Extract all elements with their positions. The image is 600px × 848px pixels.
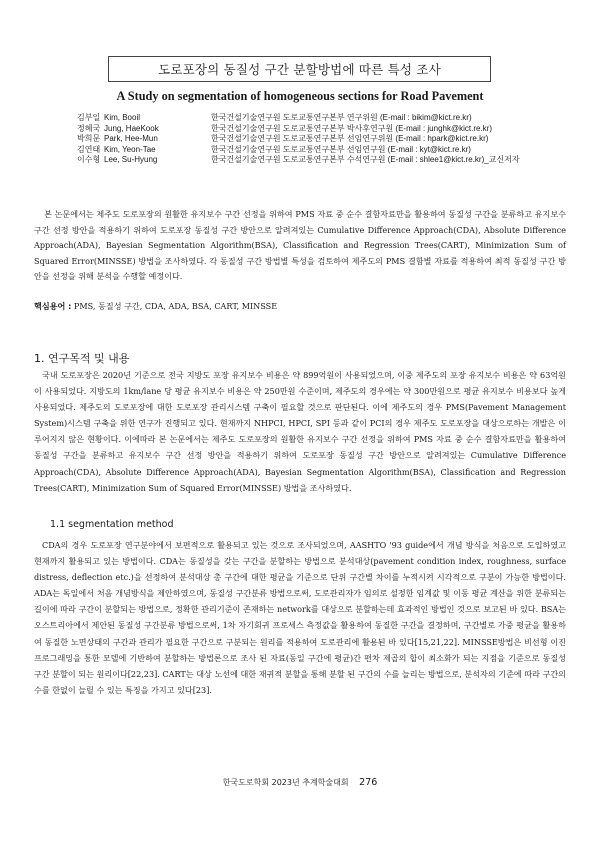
keywords-text: PMS, 동질성 구간, CDA, ADA, BSA, CART, MINSSE (73, 301, 278, 311)
author-name-english: Kim, Yeon-Tae (104, 144, 156, 154)
author-name-english: Kim, Booil (104, 113, 141, 122)
conference-name: 한국도로학회 2023년 추계학술대회 (222, 778, 349, 787)
author-affiliation: 한국건설기술연구원 도로교통연구본부 연구위원 (E-mail : bikim@kict.re.kr) (211, 113, 472, 122)
author-affiliation: 한국건설기술연구원 도로교통연구본부 박사후연구원 (E-mail : junghk@kict.re.kr) (211, 123, 492, 133)
paper-title-text: 도로포장의 동질성 구간 분할방법에 따른 특성 조사 (158, 62, 441, 77)
author-name-korean: 정혜국 (77, 123, 101, 133)
author-row (77, 124, 520, 135)
author-row (77, 113, 520, 124)
author-name-korean: 김연태 (77, 144, 101, 154)
author-row (77, 145, 520, 156)
author-name-korean: 박희문 (77, 134, 101, 144)
author-name-english: Park, Hee-Mun (104, 134, 158, 144)
author-row (77, 134, 520, 145)
keywords-label: 핵심용어 : (34, 301, 72, 311)
paper-title (108, 56, 491, 82)
author-name-english: Lee, Su-Hyung (104, 155, 158, 165)
section-paragraph: 국내 도로포장은 2020년 기준으로 전국 지방도 포장 유지보수 비용은 약 899억원이 사용되었으며, 이중 제주도의 포장 유지보수 비용은 약 63억원이 사용되었다. 지방도의 1km/lane 당 평균 유지보수 비용은 약 250만원 수준이며, 제주도의 경우에는 약 300만원으로 평균 유지보수 비용보다 높게 사용되었다. 제주도의 도로포장에 대한 도로포장 관리시스템 구축이 필요할 것으로 판단된다. 이에 제주도의 경우 PMS(Pavement Management System)시스템 구축을 위한 연구가 진행되고 있다. 현재까지 NHPCI, HPCI, SPI 등과 같이 PCI의 경우 제주도 도로포장을 대상으로하는 개발은 이루어지지 않은 현황이다. 이에따라 본 논문에서는 제주도 도로포장의 원활한 유지보수 구간 선정을 위하여 PMS 자료 중 순수 결함자료만을 활용하여 동질성 구간을 분류하고 유지보수 구간 선정 방안을 적용하기 위하여 도로포장 동질성 구간 방안으로 알려져있는 Cumulative Difference Approach(CDA), Absolute Difference Approach(ADA), Bayesian Segmentation Algorithm(BSA), Classification and Regression Trees(CART), Minimization Sum of Squared Error(MINSSE) 방법을 조사하였다. (34, 370, 566, 493)
author-list (77, 113, 520, 166)
keywords (34, 301, 277, 312)
author-name-korean: 이수형 (77, 155, 101, 165)
abstract-text: 본 논문에서는 제주도 도로포장의 원활한 유지보수 구간 선정을 위하여 PMS 자료 중 순수 결함자료만을 활용하여 동질성 구간을 분류하고 유지보수 구간 선정 방안을 적용하기 위하여 도로포장 동질성 구간 방안으로 알려져있는 Cumulative Difference Approach(CDA), Absolute Difference Approach(ADA), Bayesian Segmentation Algorithm(BSA), Classification and Regression Trees(CART), Minimization Sum of Squared Error(MINSSE) 방법을 조사하였다. 각 동질성 구간 방법별 특성을 검토하여 제주도의 PMS 결함별 자료를 적용하여 최적 동질성 구간 방안을 선정을 위해 분석을 수행할 예정이다. (34, 209, 566, 281)
subsection-body (34, 537, 566, 698)
subsection-paragraph: CDA의 경우 도로포장 연구분야에서 보편적으로 활용되고 있는 것으로 조사되었으며, AASHTO '93 guide에서 개념 방식을 처음으로 도입하였고 현재까지 활용되고 있는 방법이다. CDA는 동질성을 갖는 구간을 분할하는 방법으로 분석대상(pavement condition index, roughness, surface distress, deflection etc.)을 선정하여 분석대상 총 구간에 대한 평균을 기준으로 단위 구간별 차이를 누적시켜 시각적으로 구분이 가능한 방법이다. ADA는 독일에서 처음 개념방식을 제안하였으며, 동질성 구간분류 방법으로써, 도로관리자가 임의로 설정한 임계값 및 이동 평균 계산을 위한 분류되는 길이에 따라 구간이 분할되는 방법으로, 정확한 관리기준이 존재하는 network를 대상으로 분할하는데 효과적인 방법인 것으로 보고된 바 있다. BSA는 오스트리아에서 제안된 동질성 구간분류 방법으로써, 1차 자기회귀 프로세스 측정값을 활용하여 동질한 구간을 결정하며, 구간별로 가중 평균을 활용하여 동질한 노면상태의 구간과 관리가 필요한 구간으로 구분되는 원리를 적용하여 도로관리에 활용된 바 있다[15,21,22]. MINSSE방법은 비선형 이진 프로그래밍을 통한 모델에 기반하여 분할하는 방법론으로 조사 된 자료(동일 구간에 평균)간 편차 제곱의 합이 최소화가 되는 지점을 기준으로 동질성 구간 분할이 되는 원리이다[22,23]. CART는 대상 노선에 대한 재귀적 분할을 통해 분할 된 구간의 수를 늘리는 방법으로, 분석자의 기준에 따라 구간의 수를 한없이 늘릴 수 있는 특징을 가지고 있다[23]. (34, 540, 566, 695)
page-footer (0, 777, 600, 788)
section-body (34, 367, 566, 496)
author-affiliation: 한국건설기술연구원 도로교통연구본부 선임연구원 (E-mail : kyt@kict.re.kr) (211, 144, 471, 154)
author-name-korean: 김부일 (77, 113, 101, 122)
author-affiliation: 한국건설기술연구원 도로교통연구본부 선임연구위원 (E-mail : hpark@kict.re.kr) (211, 134, 489, 144)
author-name-english: Jung, HaeKook (104, 123, 159, 133)
section-heading: 1. 연구목적 및 내용 (34, 352, 130, 365)
abstract (34, 207, 566, 285)
subsection-heading: 1.1 segmentation method (50, 519, 174, 530)
page-number: 276 (359, 777, 378, 788)
paper-subtitle: A Study on segmentation of homogeneous sections for Road Pavement (116, 89, 484, 103)
author-affiliation: 한국건설기술연구원 도로교통연구본부 수석연구원 (E-mail : shlee1@kict.re.kr)_교신저자 (211, 155, 520, 165)
author-row (77, 155, 520, 166)
